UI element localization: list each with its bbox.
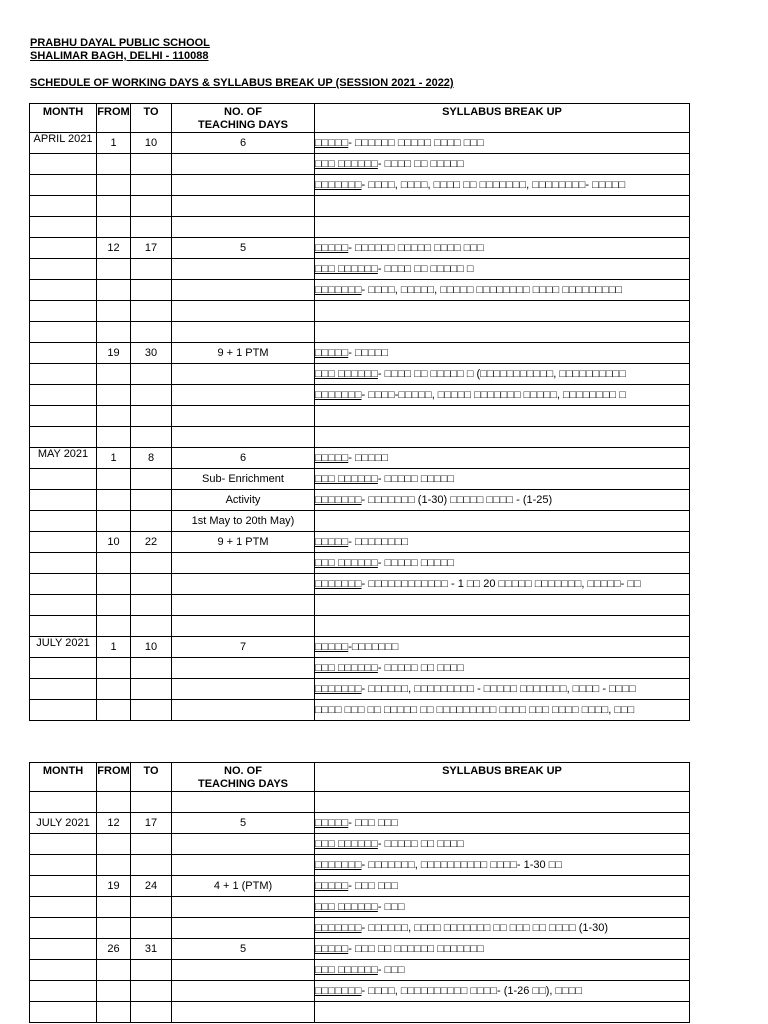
table-cell <box>30 469 97 490</box>
syllabus-text: - □□□□□ □□□□□ <box>377 473 455 485</box>
table-cell <box>97 897 131 918</box>
table-cell <box>30 238 97 259</box>
subject-label: □□□□□□□ <box>315 389 362 401</box>
syllabus-text: - □□□□, □□□□□□□□□□ □□□□- (1-26 □□), □□□□ <box>361 985 583 997</box>
table-cell <box>30 322 97 343</box>
table-cell: 17 <box>131 238 172 259</box>
table-cell <box>172 700 315 721</box>
table-cell <box>131 616 172 637</box>
table-cell <box>97 427 131 448</box>
table-cell: 19 <box>97 876 131 897</box>
table-row <box>30 343 690 364</box>
subject-label: □□□ □□□□□□ <box>315 838 378 850</box>
table-cell <box>97 301 131 322</box>
table-cell <box>97 469 131 490</box>
col-from: FROM <box>97 763 131 792</box>
syllabus-text: - □□□□□ □□ □□□□ <box>377 662 464 674</box>
table-cell <box>131 981 172 1002</box>
syllabus-cell <box>315 280 690 301</box>
table-cell <box>315 322 690 343</box>
subject-label: □□□ □□□□□□ <box>315 368 378 380</box>
table-cell <box>131 918 172 939</box>
schedule-title: SCHEDULE OF WORKING DAYS & SYLLABUS BREAK UP (SESSION 2021 - 2022) <box>30 77 454 89</box>
syllabus-text: - □□□ □□□ <box>348 880 398 892</box>
table-cell <box>30 834 97 855</box>
table-cell <box>97 280 131 301</box>
table-cell <box>131 301 172 322</box>
table-cell <box>172 322 315 343</box>
col-teaching-days: NO. OF TEACHING DAYS <box>172 104 315 133</box>
table-cell <box>172 918 315 939</box>
table-cell <box>172 427 315 448</box>
table-cell <box>315 427 690 448</box>
table-cell <box>315 595 690 616</box>
table-cell: 30 <box>131 343 172 364</box>
table-cell <box>172 259 315 280</box>
syllabus-cell <box>315 637 690 658</box>
table-cell <box>172 574 315 595</box>
table-cell <box>97 175 131 196</box>
table-cell <box>131 679 172 700</box>
syllabus-text: - □□□□, □□□□□, □□□□□ □□□□□□□□ □□□□ □□□□□□□□□ <box>361 284 623 296</box>
table-cell <box>172 196 315 217</box>
table-cell <box>315 1002 690 1023</box>
table-cell <box>131 511 172 532</box>
syllabus-cell <box>315 469 690 490</box>
table-cell <box>315 511 690 532</box>
syllabus-text: - □□□□□ □□ □□□□ <box>377 838 464 850</box>
subject-label: □□□□□□□ <box>315 922 362 934</box>
col-from: FROM <box>97 104 131 133</box>
subject-label: □□□□□ <box>315 452 349 464</box>
table-cell <box>97 918 131 939</box>
table-cell: 6 <box>172 133 315 154</box>
table-cell <box>315 301 690 322</box>
table-cell <box>30 532 97 553</box>
table-cell: 1st May to 20th May) <box>172 511 315 532</box>
col-syllabus: SYLLABUS BREAK UP <box>315 763 690 792</box>
table-cell <box>131 196 172 217</box>
col-month: MONTH <box>30 104 97 133</box>
table-cell <box>172 616 315 637</box>
table-cell <box>172 406 315 427</box>
table-cell <box>97 574 131 595</box>
table-cell <box>131 469 172 490</box>
syllabus-cell <box>315 343 690 364</box>
table-cell <box>30 616 97 637</box>
table-row <box>30 175 690 196</box>
table-cell <box>172 960 315 981</box>
table-cell <box>172 981 315 1002</box>
table-row <box>30 154 690 175</box>
table-cell <box>30 679 97 700</box>
table-row <box>30 876 690 897</box>
table-cell <box>30 553 97 574</box>
syllabus-text: - □□□□□□□ (1-30) □□□□□ □□□□ - (1-25) <box>361 494 553 506</box>
subject-label: □□□□□ <box>315 137 349 149</box>
syllabus-cell <box>315 834 690 855</box>
table-cell <box>30 280 97 301</box>
syllabus-cell <box>315 175 690 196</box>
table-cell <box>172 792 315 813</box>
table-cell <box>30 981 97 1002</box>
table-cell <box>172 679 315 700</box>
table-cell <box>131 427 172 448</box>
month-cell: JULY 2021 <box>30 637 97 658</box>
table-cell <box>131 259 172 280</box>
table-cell <box>30 792 97 813</box>
syllabus-text: - □□□□□□□□□□□□ - 1 □□ 20 □□□□□ □□□□□□□, □□□□□- □□ <box>361 578 641 590</box>
table-cell <box>30 196 97 217</box>
table-cell <box>131 897 172 918</box>
table-cell <box>172 658 315 679</box>
table-cell <box>131 322 172 343</box>
subject-label: □□□ □□□□□□ <box>315 964 378 976</box>
table-cell <box>97 511 131 532</box>
col-month: MONTH <box>30 763 97 792</box>
table-cell <box>97 406 131 427</box>
syllabus-cell <box>315 981 690 1002</box>
table-cell: 12 <box>97 238 131 259</box>
subject-label: □□□□□ <box>315 536 349 548</box>
table-cell <box>131 154 172 175</box>
table-cell <box>30 301 97 322</box>
table-cell: 6 <box>172 448 315 469</box>
subject-label: □□□ □□□□□□ <box>315 662 378 674</box>
table-cell <box>97 981 131 1002</box>
table-cell: 10 <box>131 637 172 658</box>
syllabus-text: - □□□□, □□□□, □□□□ □□ □□□□□□□, □□□□□□□□- □□□□□ <box>361 179 626 191</box>
table-cell <box>30 154 97 175</box>
table-row <box>30 637 690 658</box>
table-cell: 5 <box>172 813 315 834</box>
syllabus-cell <box>315 553 690 574</box>
table-cell <box>30 918 97 939</box>
table-cell <box>315 616 690 637</box>
table-cell <box>97 616 131 637</box>
table-cell <box>315 406 690 427</box>
table-cell <box>131 574 172 595</box>
table-cell <box>131 490 172 511</box>
table-cell <box>131 658 172 679</box>
table-cell <box>97 595 131 616</box>
syllabus-text: - □□□□□ <box>348 347 389 359</box>
school-name: PRABHU DAYAL PUBLIC SCHOOL <box>30 37 210 49</box>
table-cell: Activity <box>172 490 315 511</box>
schedule-table-2 <box>29 762 690 1023</box>
table-row <box>30 532 690 553</box>
month-cell: APRIL 2021 <box>30 133 97 154</box>
table-cell <box>131 280 172 301</box>
table-cell <box>97 834 131 855</box>
table-cell <box>315 196 690 217</box>
syllabus-text: □□□□ □□□ □□ □□□□□ □□ □□□□□□□□□ □□□□ □□□ □□□□ □□□□, □□□ <box>315 704 635 716</box>
syllabus-text: - □□□ □□ □□□□□□ □□□□□□□ <box>348 943 484 955</box>
table-cell: 9 + 1 PTM <box>172 532 315 553</box>
syllabus-cell <box>315 532 690 553</box>
table-cell <box>97 154 131 175</box>
table-cell <box>172 154 315 175</box>
table-cell: 26 <box>97 939 131 960</box>
syllabus-cell <box>315 133 690 154</box>
subject-label: □□□ □□□□□□ <box>315 263 378 275</box>
syllabus-text: - □□□□ □□ □□□□□ □ (□□□□□□□□□□□, □□□□□□□□□□ <box>377 368 626 380</box>
table-cell <box>131 595 172 616</box>
table-cell: 10 <box>97 532 131 553</box>
table-cell: 8 <box>131 448 172 469</box>
month-cell: MAY 2021 <box>30 448 97 469</box>
syllabus-text: - □□□□ □□ □□□□□ <box>377 158 464 170</box>
syllabus-text: - □□□ <box>377 964 405 976</box>
table-cell <box>131 553 172 574</box>
syllabus-cell <box>315 154 690 175</box>
table-cell <box>30 700 97 721</box>
syllabus-cell <box>315 490 690 511</box>
table-cell <box>172 385 315 406</box>
table-cell <box>172 834 315 855</box>
subject-label: □□□□□□□ <box>315 859 362 871</box>
table-cell <box>172 897 315 918</box>
syllabus-cell <box>315 679 690 700</box>
subject-label: □□□□□ <box>315 817 349 829</box>
syllabus-text: - □□□□□□ □□□□□ □□□□ □□□ <box>348 242 484 254</box>
table-cell <box>97 855 131 876</box>
table-cell <box>172 301 315 322</box>
table-cell <box>131 406 172 427</box>
syllabus-cell <box>315 259 690 280</box>
table-row <box>30 238 690 259</box>
subject-label: □□□ □□□□□□ <box>315 557 378 569</box>
table-cell: Sub- Enrichment <box>172 469 315 490</box>
table-row <box>30 813 690 834</box>
table-cell <box>131 217 172 238</box>
subject-label: □□□□□ <box>315 242 349 254</box>
table-cell <box>131 855 172 876</box>
table-cell: 19 <box>97 343 131 364</box>
table-cell <box>315 217 690 238</box>
syllabus-cell <box>315 876 690 897</box>
table-cell <box>172 1002 315 1023</box>
table-cell <box>30 855 97 876</box>
syllabus-text: - □□□□□□ □□□□□ □□□□ □□□ <box>348 137 484 149</box>
table-cell <box>30 406 97 427</box>
syllabus-cell <box>315 897 690 918</box>
syllabus-cell <box>315 700 690 721</box>
table-cell <box>131 792 172 813</box>
table-cell: 5 <box>172 939 315 960</box>
table-cell: 4 + 1 (PTM) <box>172 876 315 897</box>
syllabus-text: - □□□ □□□ <box>348 817 398 829</box>
subject-label: □□□□□□□ <box>315 578 362 590</box>
table-cell: 7 <box>172 637 315 658</box>
table-cell: 1 <box>97 637 131 658</box>
table-cell <box>30 960 97 981</box>
table-cell <box>131 175 172 196</box>
table-cell <box>97 1002 131 1023</box>
table-cell <box>172 855 315 876</box>
subject-label: □□□ □□□□□□ <box>315 158 378 170</box>
table-cell: 31 <box>131 939 172 960</box>
table-cell <box>97 792 131 813</box>
subject-label: □□□ □□□□□□ <box>315 473 378 485</box>
table-cell <box>30 658 97 679</box>
table-cell <box>30 259 97 280</box>
syllabus-text: - □□□□□□□□ <box>348 536 409 548</box>
syllabus-cell <box>315 385 690 406</box>
schedule-table-1 <box>29 103 690 721</box>
table-cell <box>30 427 97 448</box>
table-cell <box>30 385 97 406</box>
table-row <box>30 939 690 960</box>
month-cell: JULY 2021 <box>30 813 97 834</box>
table-cell: 24 <box>131 876 172 897</box>
syllabus-text: - □□□□-□□□□□, □□□□□ □□□□□□□ □□□□□, □□□□□□□□ □ <box>361 389 626 401</box>
subject-label: □□□□□ <box>315 943 349 955</box>
syllabus-cell <box>315 448 690 469</box>
table-cell <box>30 595 97 616</box>
table-cell <box>97 553 131 574</box>
syllabus-text: - □□□□□□, □□□□ □□□□□□□ □□ □□□ □□ □□□□ (1-30) <box>361 922 609 934</box>
table-cell <box>97 679 131 700</box>
school-address: SHALIMAR BAGH, DELHI - 110088 <box>30 50 209 62</box>
table-cell: 22 <box>131 532 172 553</box>
table-cell: 1 <box>97 448 131 469</box>
table-cell <box>131 700 172 721</box>
subject-label: □□□□□□□ <box>315 494 362 506</box>
table-cell <box>131 960 172 981</box>
syllabus-cell <box>315 238 690 259</box>
syllabus-cell <box>315 813 690 834</box>
col-teaching-days: NO. OF TEACHING DAYS <box>172 763 315 792</box>
table-cell <box>97 490 131 511</box>
table-cell <box>97 322 131 343</box>
table-cell <box>30 511 97 532</box>
subject-label: □□□□□□□ <box>315 985 362 997</box>
table-cell <box>315 792 690 813</box>
syllabus-cell <box>315 939 690 960</box>
subject-label: □□□□□□□ <box>315 284 362 296</box>
col-to: TO <box>131 104 172 133</box>
syllabus-cell <box>315 960 690 981</box>
subject-label: □□□□□□□ <box>315 179 362 191</box>
syllabus-cell <box>315 574 690 595</box>
syllabus-cell <box>315 364 690 385</box>
syllabus-text: - □□□□□□, □□□□□□□□□ - □□□□□ □□□□□□□, □□□□ - □□□□ <box>361 683 636 695</box>
table-cell: 1 <box>97 133 131 154</box>
syllabus-text: - □□□□□□□, □□□□□□□□□□ □□□□- 1-30 □□ <box>361 859 563 871</box>
table-cell <box>30 1002 97 1023</box>
table-cell <box>131 834 172 855</box>
table-cell <box>30 343 97 364</box>
subject-label: □□□□□□□ <box>315 683 362 695</box>
table-cell <box>97 658 131 679</box>
subject-label: □□□□□ <box>315 641 349 653</box>
table-cell: 10 <box>131 133 172 154</box>
table-row <box>30 133 690 154</box>
syllabus-text: - □□□□□ <box>348 452 389 464</box>
syllabus-cell <box>315 855 690 876</box>
table-cell: 9 + 1 PTM <box>172 343 315 364</box>
table-cell <box>30 490 97 511</box>
table-cell <box>131 1002 172 1023</box>
col-syllabus: SYLLABUS BREAK UP <box>315 104 690 133</box>
table-cell: 12 <box>97 813 131 834</box>
table-cell <box>131 385 172 406</box>
syllabus-text: - □□□□ □□ □□□□□ □ <box>377 263 474 275</box>
table-cell <box>30 876 97 897</box>
col-to: TO <box>131 763 172 792</box>
table-cell <box>131 364 172 385</box>
table-cell <box>30 175 97 196</box>
subject-label: □□□□□ <box>315 880 349 892</box>
table-cell <box>172 280 315 301</box>
table-cell <box>97 700 131 721</box>
table-cell <box>30 364 97 385</box>
table-cell: 17 <box>131 813 172 834</box>
table-cell <box>30 939 97 960</box>
table-cell <box>97 960 131 981</box>
syllabus-text: -□□□□□□□ <box>348 641 399 653</box>
table-cell <box>30 574 97 595</box>
table-row <box>30 448 690 469</box>
subject-label: □□□ □□□□□□ <box>315 901 378 913</box>
table-cell <box>97 385 131 406</box>
table-cell <box>172 175 315 196</box>
table-cell <box>97 259 131 280</box>
table-cell <box>97 196 131 217</box>
table-cell <box>172 364 315 385</box>
syllabus-text: - □□□□□ □□□□□ <box>377 557 455 569</box>
table-cell <box>30 217 97 238</box>
table-cell <box>172 217 315 238</box>
syllabus-cell <box>315 658 690 679</box>
table-cell <box>97 217 131 238</box>
table-cell <box>172 553 315 574</box>
table-cell: 5 <box>172 238 315 259</box>
syllabus-cell <box>315 918 690 939</box>
table-cell <box>97 364 131 385</box>
syllabus-text: - □□□ <box>377 901 405 913</box>
table-cell <box>172 595 315 616</box>
table-cell <box>30 897 97 918</box>
subject-label: □□□□□ <box>315 347 349 359</box>
